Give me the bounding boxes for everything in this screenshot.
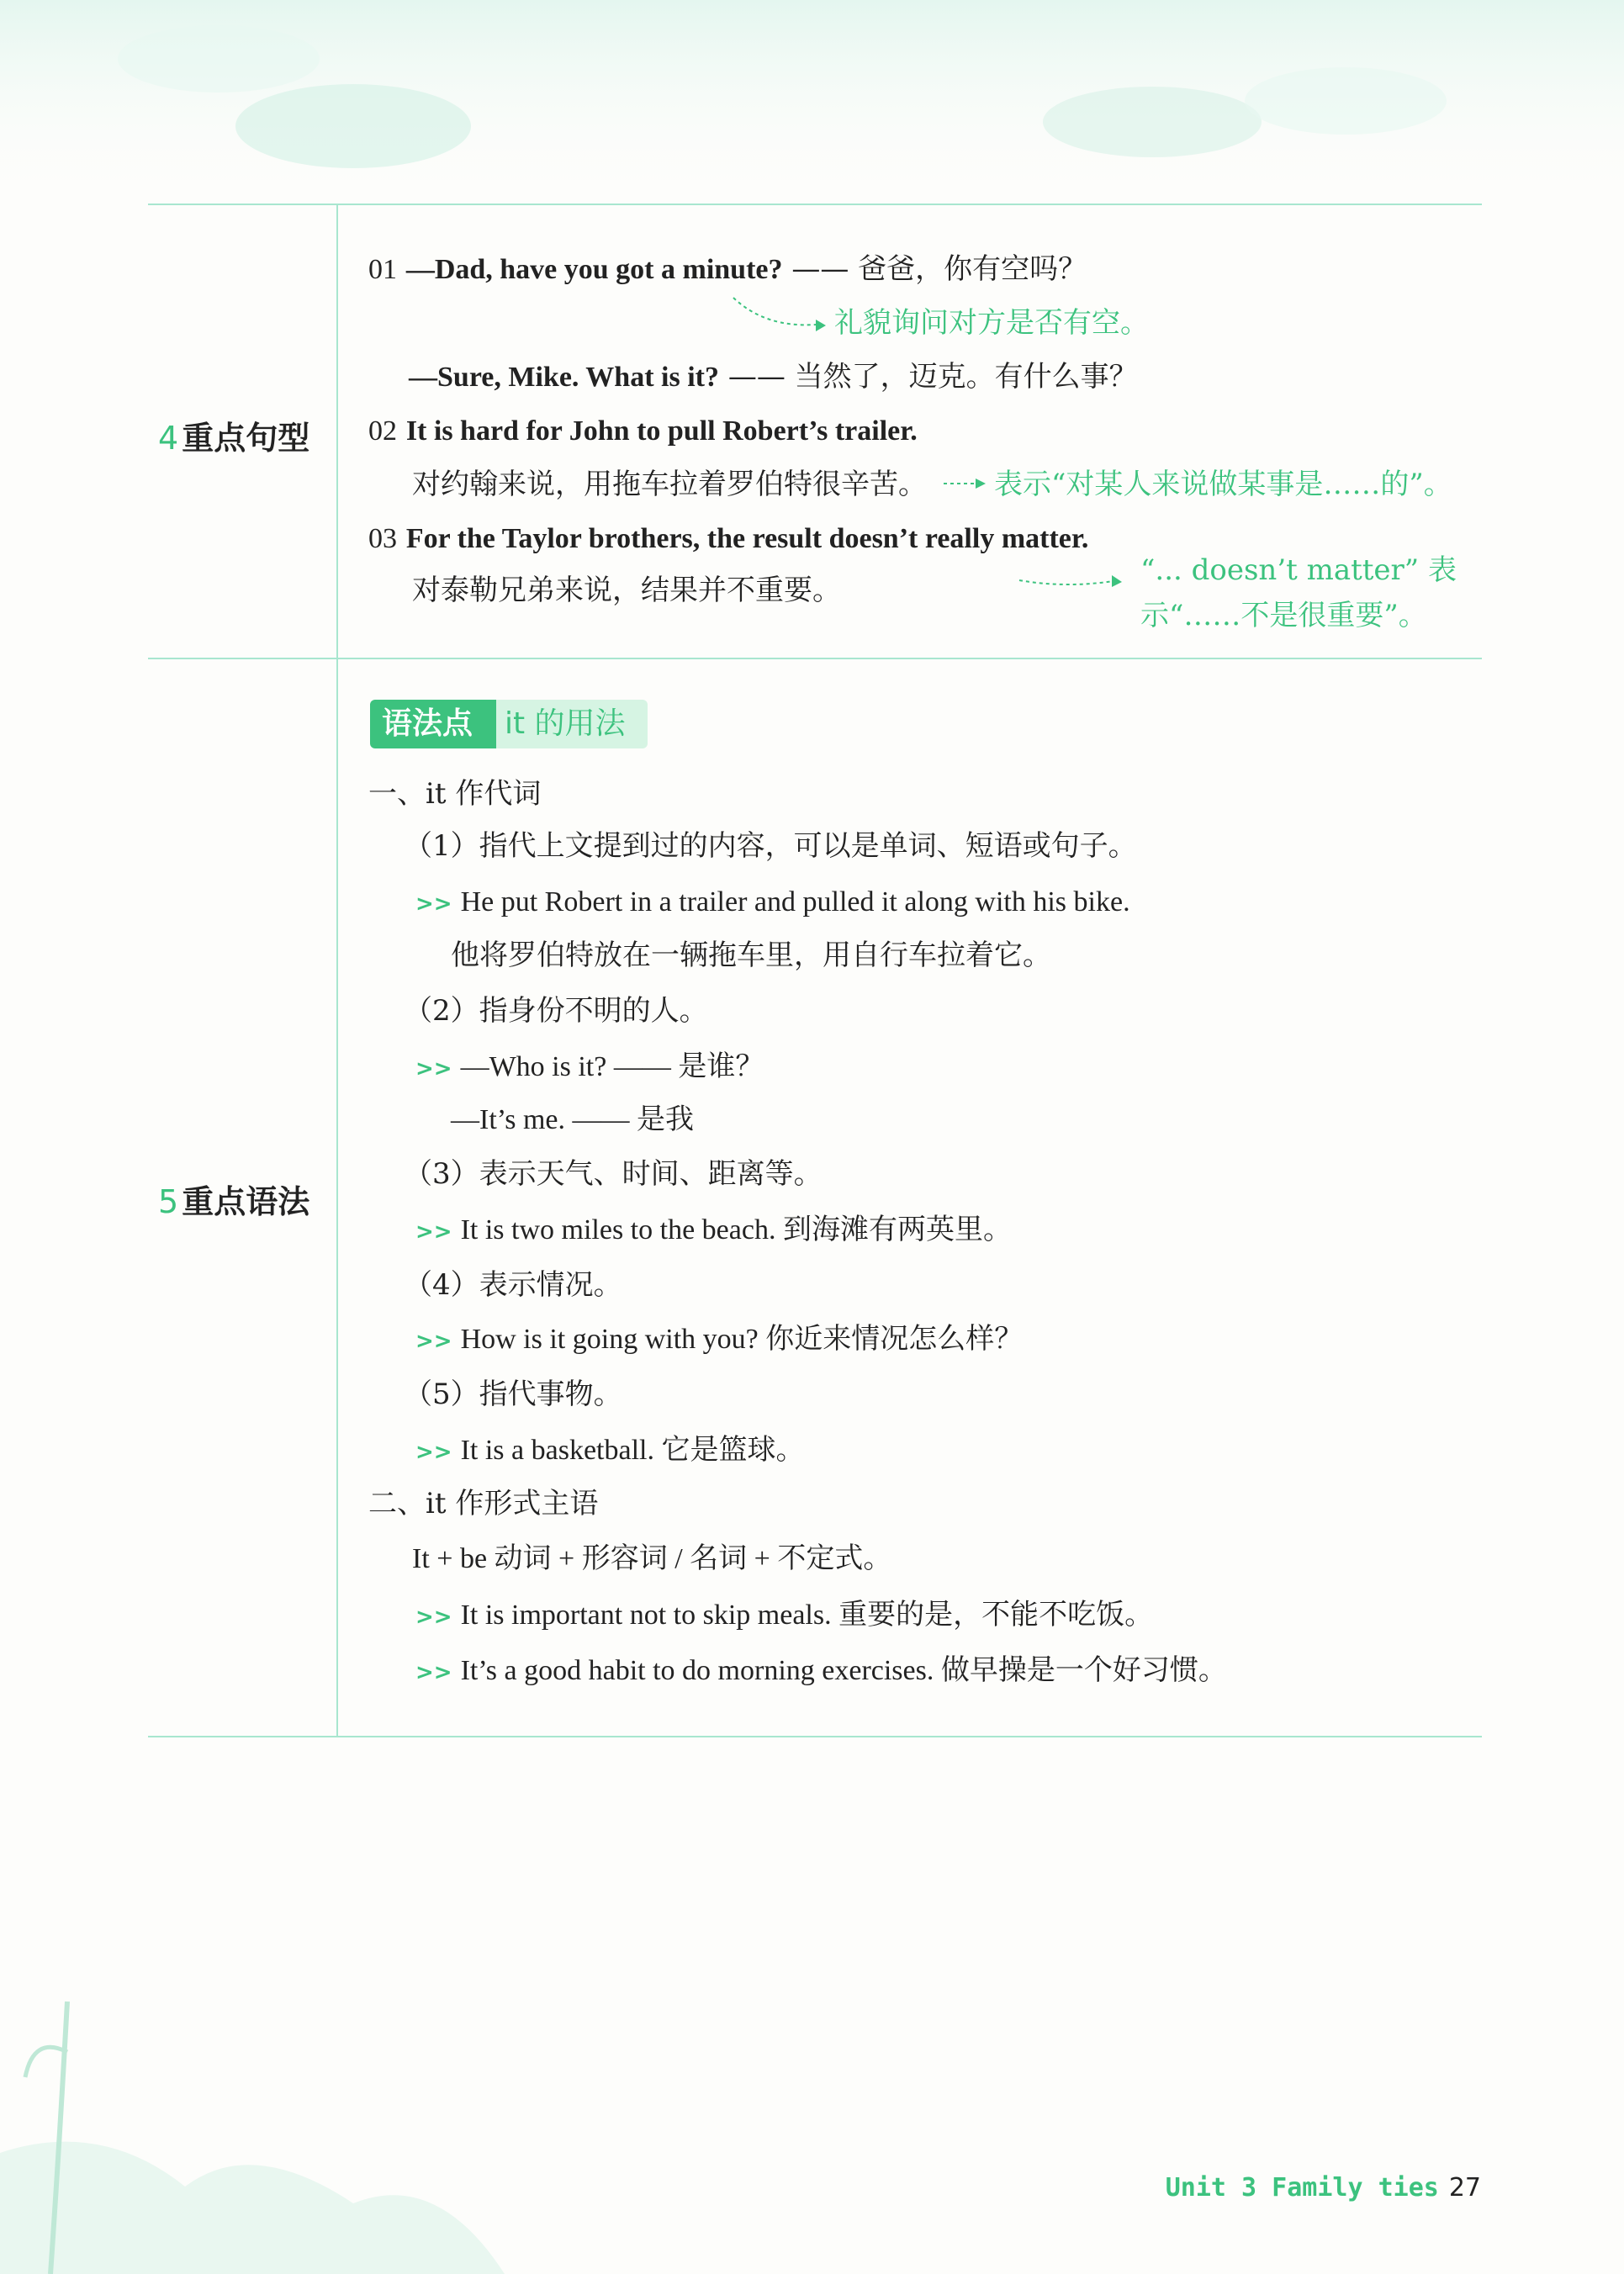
point-5: （5）指代事物。 xyxy=(404,1378,622,1411)
formula: It + be 动词 + 形容词 / 名词 + 不定式。 xyxy=(412,1543,892,1574)
dashed-arrow-icon xyxy=(942,471,992,496)
example-7 xyxy=(415,1652,1227,1691)
point-3: （3）表示天气、时间、距离等。 xyxy=(404,1157,823,1191)
sentence-01-number: 01 xyxy=(368,254,397,285)
heading-1: 一、it 作代词 xyxy=(368,777,542,811)
example-6 xyxy=(415,1596,1153,1636)
example-1-chinese: 他将罗伯特放在一辆拖车里，用自行车拉着它。 xyxy=(451,939,1051,972)
section-4-title: 重点句型 xyxy=(182,420,310,457)
double-chevron-icon: >> xyxy=(415,1329,452,1354)
double-chevron-icon: >> xyxy=(415,1219,452,1245)
example-6-text: It is important not to skip meals. 重要的是，不能不吃饭。 xyxy=(460,1600,1154,1631)
sentence-02-number: 02 xyxy=(368,415,397,447)
sentence-03-note-line2: 示“……不是很重要”。 xyxy=(1140,599,1427,632)
page-footer xyxy=(1166,2173,1481,2203)
double-chevron-icon: >> xyxy=(415,1605,452,1630)
sentence-02 xyxy=(368,412,918,450)
point-1: （1）指代上文提到过的内容，可以是单词、短语或句子。 xyxy=(404,829,1137,863)
sentence-02-english: It is hard for John to pull Robert’s trailer. xyxy=(405,415,918,447)
double-chevron-icon: >> xyxy=(415,1056,452,1081)
grammar-tag-label: 语法点 xyxy=(382,706,473,741)
grammar-tag-topic: it 的用法 xyxy=(505,706,626,741)
example-4 xyxy=(415,1320,1023,1360)
example-2-line1: —Who is it? —— 是谁？ xyxy=(460,1051,764,1082)
section-5-title: 重点语法 xyxy=(182,1183,310,1220)
sentence-03-english: For the Taylor brothers, the result doesn’t really matter. xyxy=(405,523,1089,554)
page-number: 27 xyxy=(1448,2173,1481,2203)
example-4-text: How is it going with you? 你近来情况怎么样？ xyxy=(460,1324,1024,1355)
example-1-english: He put Robert in a trailer and pulled it along with his bike. xyxy=(460,886,1130,918)
example-1 xyxy=(415,883,1130,923)
point-2: （2）指身份不明的人。 xyxy=(404,994,708,1028)
sentence-03 xyxy=(368,520,1088,558)
sentence-03-chinese: 对泰勒兄弟来说，结果并不重要。 xyxy=(412,574,841,607)
example-3-text: It is two miles to the beach. 到海滩有两英里。 xyxy=(460,1214,1012,1245)
sentence-01 xyxy=(368,251,1087,288)
sentence-02-note: 表示“对某人来说做某事是……的”。 xyxy=(994,468,1452,501)
heading-2: 二、it 作形式主语 xyxy=(368,1487,599,1520)
section-4-heading xyxy=(158,412,309,458)
sentence-01-english: —Dad, have you got a minute? xyxy=(405,254,783,285)
example-5-text: It is a basketball. 它是篮球。 xyxy=(460,1435,805,1466)
sentence-01-reply-english: —Sure, Mike. What is it? xyxy=(409,362,719,393)
example-7-text: It’s a good habit to do morning exercises. 做早操是一个好习惯。 xyxy=(460,1655,1227,1686)
double-chevron-icon: >> xyxy=(415,891,452,917)
middle-rule xyxy=(148,658,1482,659)
column-divider xyxy=(336,205,338,1737)
sentence-03-note-line1: “... doesn’t matter” 表 xyxy=(1140,553,1457,587)
sentence-01-chinese: —— 爸爸，你有空吗？ xyxy=(791,252,1087,286)
sentence-01-reply xyxy=(409,358,1138,396)
section-4-number: 4 xyxy=(158,420,179,457)
sentence-01-note: 礼貌询问对方是否有空。 xyxy=(834,306,1149,340)
double-chevron-icon: >> xyxy=(415,1660,452,1685)
sentence-02-chinese: 对约翰来说，用拖车拉着罗伯特很辛苦。 xyxy=(412,468,927,501)
unit-title: Unit 3 Family ties xyxy=(1165,2173,1439,2203)
dashed-arrow-icon xyxy=(1018,555,1135,597)
section-5-number: 5 xyxy=(158,1183,179,1220)
point-4: （4）表示情况。 xyxy=(404,1268,622,1302)
bottom-rule xyxy=(148,1736,1482,1737)
section-5-heading xyxy=(158,1176,309,1222)
dashed-arrow-icon xyxy=(732,294,833,336)
sentence-01-reply-chinese: —— 当然了，迈克。有什么事？ xyxy=(727,360,1138,394)
example-3 xyxy=(415,1211,1012,1251)
example-2 xyxy=(415,1048,764,1087)
sentence-03-number: 03 xyxy=(368,523,397,554)
top-rule xyxy=(148,204,1482,205)
double-chevron-icon: >> xyxy=(415,1440,452,1465)
example-2-line2: —It’s me. —— 是我 xyxy=(451,1104,694,1135)
example-5 xyxy=(415,1431,804,1471)
